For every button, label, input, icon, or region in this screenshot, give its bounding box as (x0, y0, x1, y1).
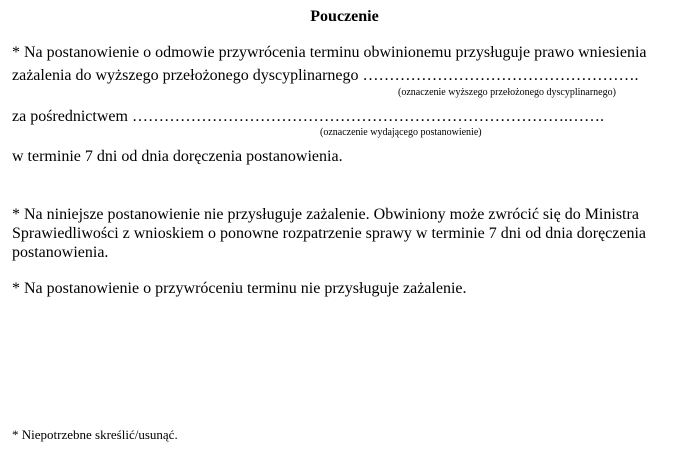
footnote: * Niepotrzebne skreślić/usunąć. (12, 427, 178, 442)
hint-superior-disciplinary: (oznaczenie wyższego przełożonego dyscyplinarnego) (398, 87, 616, 98)
para3-line1: * Na postanowienie o przywróceniu terminu nie przysługuje zażalenie. (12, 280, 467, 297)
para1-line3-dots: ……………………………………………………………………….……. (131, 108, 604, 125)
para1-line2 (12, 67, 639, 85)
para2-line3: postanowienia. (12, 244, 109, 261)
para1-line2-dots: ……………………………………………. (362, 67, 639, 84)
hint-issuing-authority: (oznaczenie wydającego postanowienie) (320, 127, 482, 138)
para1-line1: * Na postanowienie o odmowie przywrócenia terminu obwinionemu przysługuje prawo wniesienia (12, 44, 647, 61)
document-title: Pouczenie (310, 8, 379, 25)
para1-line4: w terminie 7 dni od dnia doręczenia postanowienia. (12, 148, 343, 165)
para2-line2: Sprawiedliwości z wnioskiem o ponowne rozpatrzenie sprawy w terminie 7 dni od dnia doręczenia (12, 225, 647, 242)
para1-line3-text: za pośrednictwem (12, 108, 128, 125)
para2-line1: * Na niniejsze postanowienie nie przysługuje zażalenie. Obwiniony może zwrócić się do Ministra (12, 206, 639, 223)
para1-line3 (12, 108, 604, 126)
para1-line2-text: zażalenia do wyższego przełożonego dyscyplinarnego (12, 67, 359, 84)
